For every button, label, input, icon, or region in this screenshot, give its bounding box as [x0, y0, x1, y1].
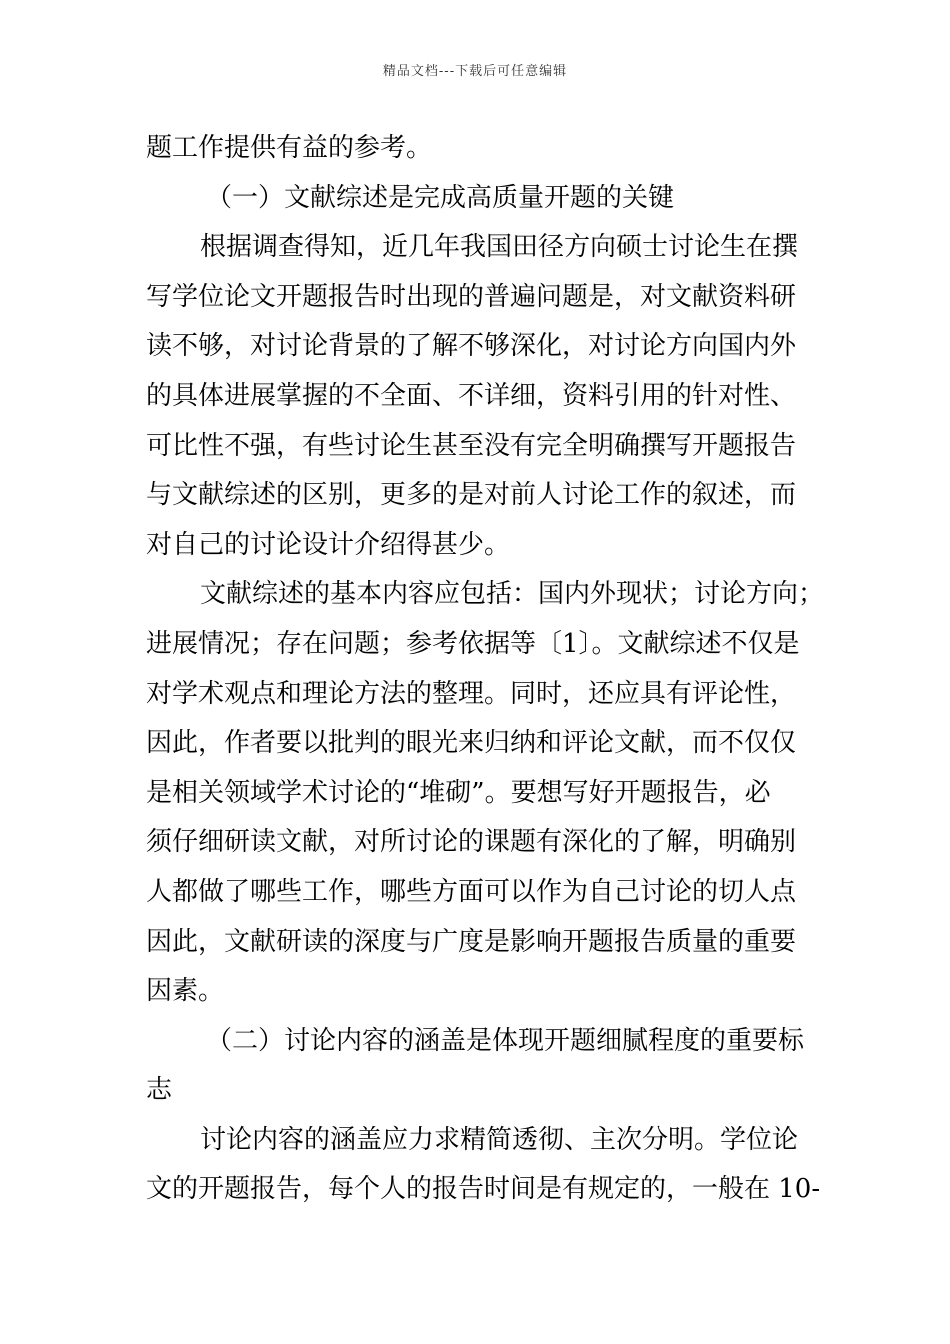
text-line: 对学术观点和理论方法的整理。同时，还应具有评论性， — [146, 678, 797, 709]
text-line: 对自己的讨论设计介绍得甚少。 — [146, 529, 511, 560]
section-heading-1: （一）文献综述是完成高质量开题的关键 — [206, 182, 675, 213]
paragraph-start: 文献综述的基本内容应包括：国内外现状；讨论方向； — [200, 579, 825, 610]
text-line: 读不够，对讨论背景的了解不够深化，对讨论方向国内外 — [146, 331, 797, 362]
text-line: 题工作提供有益的参考。 — [146, 133, 433, 163]
text-line: 是相关领域学术讨论的“堆砌”。要想写好开题报告，必 — [146, 777, 771, 808]
text-line: 文的开题报告，每个人的报告时间是有规定的，一般在 10- — [146, 1174, 821, 1205]
paragraph-start: 根据调查得知，近几年我国田径方向硕士讨论生在撰 — [200, 232, 799, 263]
page-header: 精品文档---下载后可任意编辑 — [382, 64, 568, 79]
text-line: 因此，文献研读的深度与广度是影响开题报告质量的重要 — [146, 926, 797, 957]
text-line: 与文献综述的区别，更多的是对前人讨论工作的叙述，而 — [146, 480, 797, 511]
text-line: 因素。 — [146, 976, 225, 1007]
text-line: 可比性不强，有些讨论生甚至没有完全明确撰写开题报告 — [146, 430, 797, 461]
text-line: 进展情况；存在问题；参考依据等〔1〕。文献综述不仅是 — [146, 628, 800, 659]
paragraph-start: 讨论内容的涵盖应力求精简透彻、主次分明。学位论 — [200, 1124, 799, 1155]
text-line: 志 — [146, 1075, 173, 1106]
document-body — [146, 124, 825, 1215]
text-line: 的具体进展掌握的不全面、不详细，资料引用的针对性、 — [146, 380, 797, 411]
section-heading-2: （二）讨论内容的涵盖是体现开题细腻程度的重要标 — [206, 1025, 805, 1056]
text-line: 写学位论文开题报告时出现的普遍问题是，对文献资料研 — [146, 281, 797, 312]
text-line: 因此，作者要以批判的眼光来归纳和评论文献，而不仅仅 — [146, 728, 797, 759]
text-line: 须仔细研读文献，对所讨论的课题有深化的了解，明确别 — [146, 827, 797, 858]
text-line: 人都做了哪些工作，哪些方面可以作为自己讨论的切人点 — [146, 876, 797, 907]
